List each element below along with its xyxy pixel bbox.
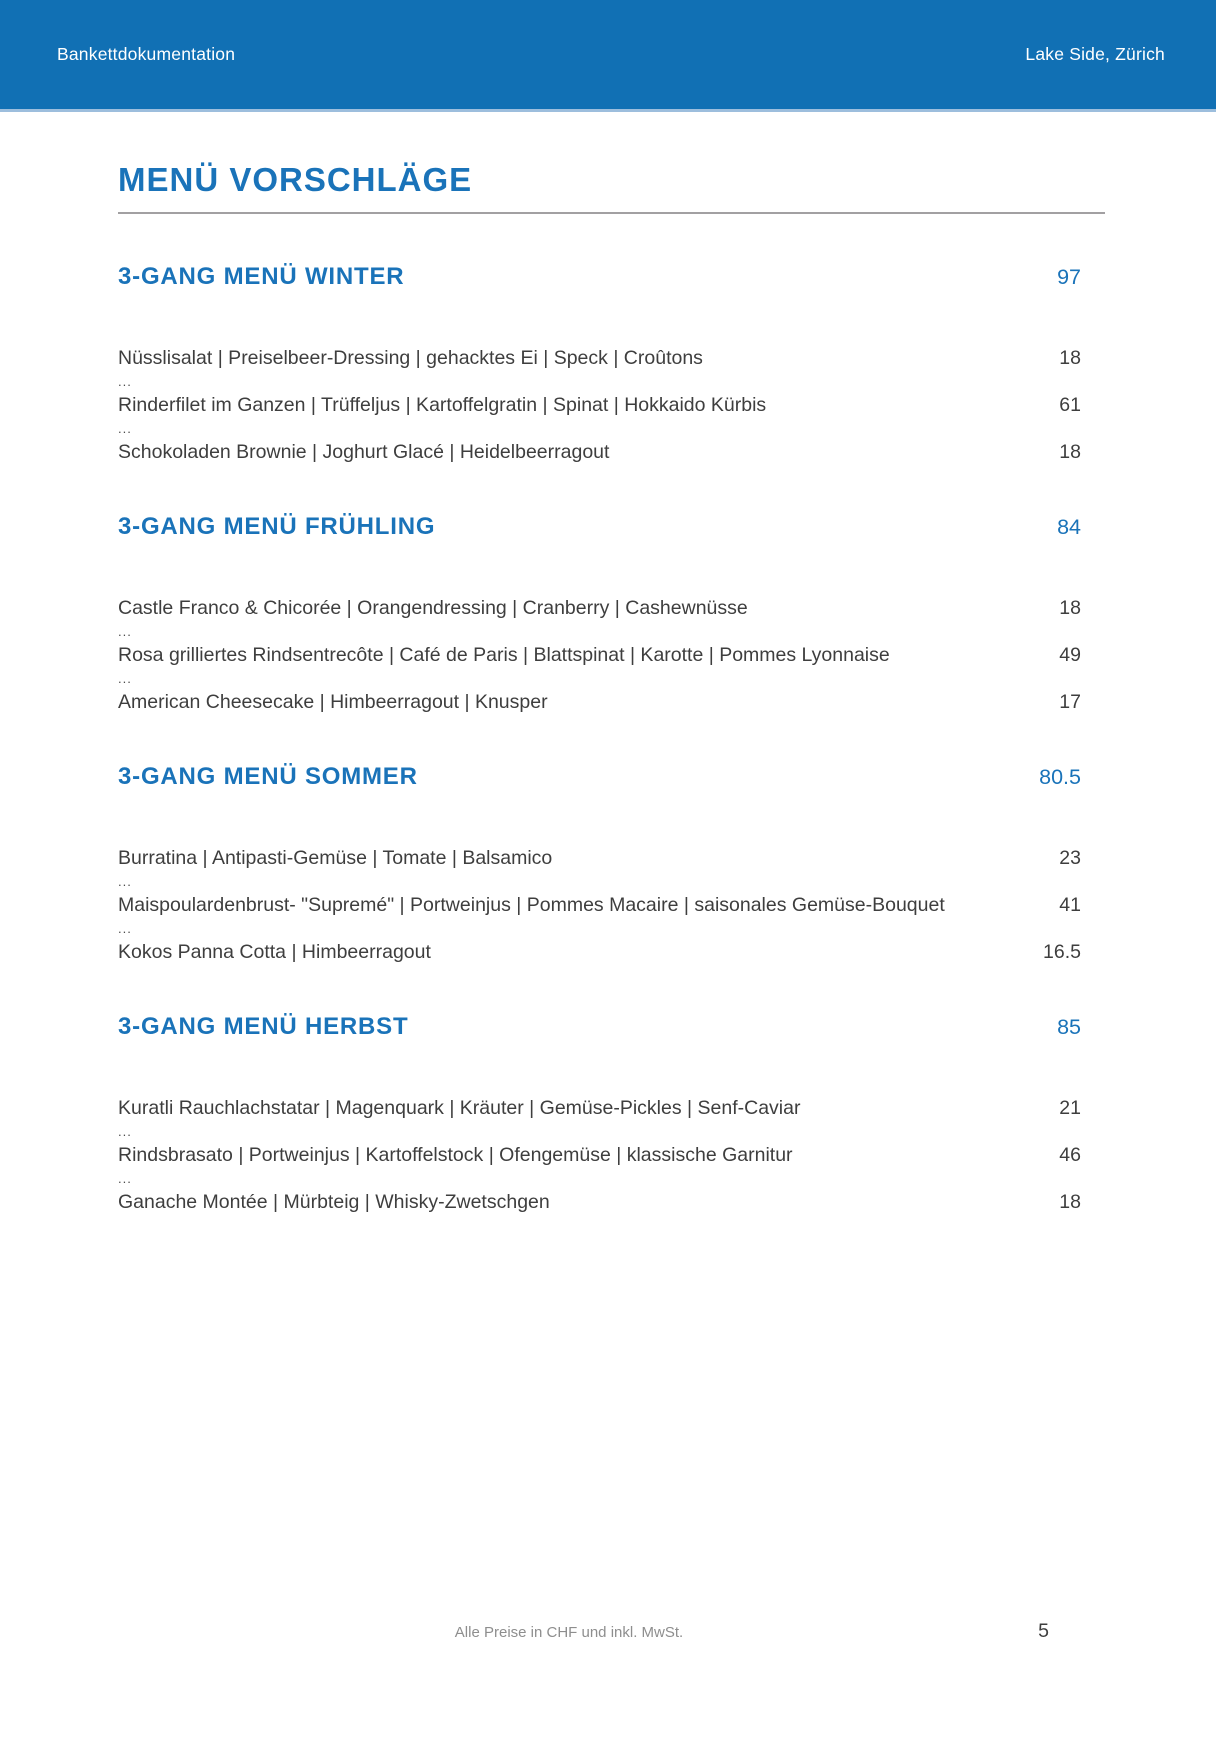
course-row [118,1188,1105,1216]
course-separator: ... [118,921,132,936]
title-divider [118,212,1105,214]
footer-note: Alle Preise in CHF und inkl. MwSt. [454,1624,684,1641]
course-price: 61 [1059,394,1081,416]
course-price: 18 [1059,441,1081,463]
menu-section-winter [118,262,1105,466]
section-header [118,512,1105,542]
header-bar [0,0,1216,112]
section-price: 80.5 [1039,765,1081,789]
course-price: 23 [1059,847,1081,869]
section-title: 3-GANG MENÜ HERBST [118,1013,409,1040]
course-name: Rinderfilet im Ganzen | Trüffeljus | Kartoffelgratin | Spinat | Hokkaido Kürbis [118,394,767,416]
section-header [118,1012,1105,1042]
course-price: 17 [1059,691,1081,713]
section-header [118,262,1105,292]
course-price: 41 [1059,894,1081,916]
venue-name-label: Lake Side, Zürich [1025,44,1165,64]
course-row [118,1141,1105,1169]
content-area [118,160,1105,1216]
course-price: 21 [1059,1097,1081,1119]
course-separator: ... [118,671,132,686]
course-price: 16.5 [1043,941,1081,963]
section-title: 3-GANG MENÜ SOMMER [118,763,418,790]
page-number: 5 [1038,1620,1049,1642]
course-name: Schokoladen Brownie | Joghurt Glacé | Heidelbeerragout [118,441,610,463]
course-list [118,344,1105,466]
course-row [118,594,1105,622]
menu-section-sommer [118,762,1105,966]
course-separator: ... [118,1124,132,1139]
course-name: Nüsslisalat | Preiselbeer-Dressing | gehacktes Ei | Speck | Croûtons [118,347,703,369]
course-row [118,938,1105,966]
document-type-label: Bankettdokumentation [57,44,236,64]
course-row [118,344,1105,372]
course-list [118,844,1105,966]
course-name: Maispoulardenbrust- "Supremé" | Portweinjus | Pommes Macaire | saisonales Gemüse-Bouquet [118,894,945,916]
course-price: 18 [1059,347,1081,369]
course-name: Ganache Montée | Mürbteig | Whisky-Zwetschgen [118,1191,550,1213]
course-row [118,641,1105,669]
section-title: 3-GANG MENÜ FRÜHLING [118,513,436,540]
course-name: Kuratli Rauchlachstatar | Magenquark | Kräuter | Gemüse-Pickles | Senf-Caviar [118,1097,801,1119]
menu-section-fruehling [118,512,1105,716]
section-header [118,762,1105,792]
course-row [118,1094,1105,1122]
section-price: 84 [1057,515,1081,539]
course-row [118,391,1105,419]
course-price: 18 [1059,1191,1081,1213]
section-price: 97 [1057,265,1081,289]
course-separator: ... [118,374,132,389]
course-name: Kokos Panna Cotta | Himbeerragout [118,941,431,963]
course-name: American Cheesecake | Himbeerragout | Knusper [118,691,548,713]
course-name: Rindsbrasato | Portweinjus | Kartoffelstock | Ofengemüse | klassische Garnitur [118,1144,793,1166]
course-list [118,594,1105,716]
course-price: 49 [1059,644,1081,666]
course-row [118,891,1105,919]
course-row [118,688,1105,716]
course-name: Castle Franco & Chicorée | Orangendressing | Cranberry | Cashewnüsse [118,597,748,619]
course-row [118,438,1105,466]
menu-section-herbst [118,1012,1105,1216]
course-separator: ... [118,874,132,889]
course-name: Rosa grilliertes Rindsentrecôte | Café de Paris | Blattspinat | Karotte | Pommes Lyonnaise [118,644,890,666]
section-title: 3-GANG MENÜ WINTER [118,263,405,290]
course-price: 46 [1059,1144,1081,1166]
course-separator: ... [118,1171,132,1186]
course-row [118,844,1105,872]
course-separator: ... [118,624,132,639]
page-title: MENÜ VORSCHLÄGE [118,161,473,198]
course-name: Burratina | Antipasti-Gemüse | Tomate | Balsamico [118,847,553,869]
course-list [118,1094,1105,1216]
course-price: 18 [1059,597,1081,619]
section-price: 85 [1057,1015,1081,1039]
course-separator: ... [118,421,132,436]
